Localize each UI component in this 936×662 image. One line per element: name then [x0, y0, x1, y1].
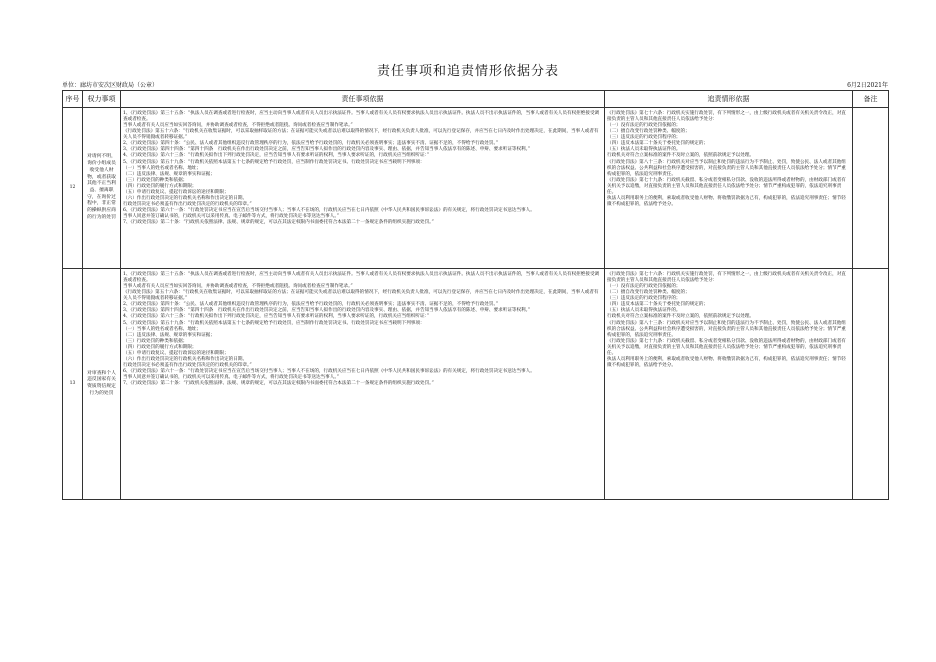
provision-line: （二）违反法律、法规、规章的事实和证据； — [123, 332, 215, 338]
provision-line: （五）申请行政复议、提起行政诉讼的途径和期限； — [123, 189, 229, 195]
row-accountability-basis — [605, 108, 853, 269]
row-responsibility-basis — [121, 269, 605, 500]
provision-line: 行政处罚决定书必须盖有作出行政处罚决定的行政机关的印章。” — [123, 362, 252, 368]
provision-line: 3、《行政处罚法》第四十四条：“第四十四条 行政机关在作出行政处罚决定之前，应当告知当事人拟作出的行政处罚内容及事实、理由、依据，并告知当事人依法享有的陈述、申辩、要求听证等权利。” — [123, 308, 531, 314]
header-basis: 责任事项依据 — [121, 91, 605, 108]
provision-line: 执法人员利用职务上的便利，索取或者收受他人财物、将收缴罚款据为己有，构成犯罪的，依法追究刑事责任；情节轻微不构成犯罪的，依法给予处分。 — [607, 195, 846, 207]
provision-line: （六）作出行政处罚决定的行政机关名称和作出决定的日期。 — [123, 356, 248, 362]
provision-line: （三）行政处罚的种类和依据； — [123, 177, 188, 183]
provision-line: （六）作出行政处罚决定的行政机关名称和作出决定的日期。 — [123, 195, 248, 201]
provision-line: 《行政处罚法》第五十六条：“行政机关在收集证据时，可以采取抽样取证的方法；在证据可能灭失或者以后难以取得的情况下，经行政机关负责人批准，可以先行登记保存，并应当在七日内及时作出处理决定，在此期间，当事人或者有关人员不得销毁或者转移证据。” — [123, 290, 599, 302]
provision-line: 当事人或者有关人员应当如实回答询问，并协助调查或者检查，不得拒绝或者阻挠。询问或者检查应当制作笔录。” — [123, 284, 353, 290]
header-pursue: 追责情形依据 — [605, 91, 853, 108]
provision-line: （五）执法人员未取得执法证件的。 — [607, 308, 681, 314]
row-power-item: 对请何不明，询价小组成员收受他人财物，或者获取其他不正当利益、擅离职守，在询价过程中，非正常的操纵供应商的行为的处罚 — [83, 108, 121, 269]
provision-line: 行政机关对符合立案标准的案件不及时立案的，依照前款规定予以处理。 — [607, 153, 755, 159]
provision-line: 《行政处罚法》第七十六条：行政机关实施行政处罚，有下列情形之一，由上级行政机关或者有关机关责令改正，对直接负责的主管人员和其他直接责任人员依法给予处分： — [607, 272, 846, 284]
provision-line: （五）申请行政复议、提起行政诉讼的途径和期限； — [123, 350, 229, 356]
table-header-row — [63, 91, 889, 108]
provision-line: （一）当事人的姓名或者名称、地址； — [123, 165, 202, 171]
provision-line: 《行政处罚法》第八十三条：行政机关对应当予以制止和处罚的违法行为不予制止、处罚，致使公民、法人或者其他组织的合法权益、公共利益和社会秩序遭受损害的，对直接负责的主管人员和其他直接责任人员依法给予处分；情节严重构成犯罪的，依法追究刑事责任。 — [607, 159, 846, 177]
provision-line: 6、《行政处罚法》第六十一条：“行政处罚决定书应当在宣告后当场交付当事人；当事人不在场的，行政机关应当在七日内依照《中华人民共和国民事诉讼法》的有关规定，将行政处罚决定书送达当事人。 — [123, 369, 535, 374]
header-item: 权力事项 — [83, 91, 121, 108]
provision-line: （二）擅自改变行政处罚种类、幅度的； — [607, 290, 690, 296]
provision-line: 7、《行政处罚法》第二十条：“行政机关依照法律、法规、规章的规定，可以在其法定权限内书面委托符合本法第二十一条规定条件的组织实施行政处罚。” — [123, 381, 434, 387]
provision-line: 当事人同意并签订确认书的，行政机关可以采用传真、电子邮件等方式，将行政处罚决定书等送达当事人。” — [123, 375, 339, 381]
provision-line: 6、《行政处罚法》第六十一条：“行政处罚决定书应当在宣告后当场交付当事人；当事人不在场的，行政机关应当在七日内依照《中华人民共和国民事诉讼法》的有关规定，将行政处罚决定书送达当事人。 — [123, 208, 535, 213]
table-row — [63, 269, 889, 500]
provision-line: 《行政处罚法》第五十六条：“行政机关在收集证据时，可以采取抽样取证的方法；在证据可能灭失或者以后难以取得的情况下，经行政机关负责人批准，可以先行登记保存，并应当在七日内及时作出处理决定，在此期间，当事人或者有关人员不得销毁或者转移证据。” — [123, 129, 599, 141]
row-power-item: 对审查和个人违反国家有关资质资信规定行为的处罚 — [83, 269, 121, 500]
provision-line: 2、《行政处罚法》第四十条：“公民、法人或者其他组织违反行政管理秩序的行为，依法应当给予行政处罚的，行政机关必须查明事实；违法事实不清、证据不足的，不得给予行政处罚。” — [123, 141, 499, 147]
provision-line: 2、《行政处罚法》第四十条：“公民、法人或者其他组织违反行政管理秩序的行为，依法应当给予行政处罚的，行政机关必须查明事实；违法事实不清、证据不足的，不得给予行政处罚。” — [123, 302, 499, 308]
provision-line: （三）违反法定的行政处罚程序的； — [607, 296, 681, 302]
provision-line: 3、《行政处罚法》第四十四条：“第四十四条 行政机关在作出行政处罚决定之前，应当告知当事人拟作出的行政处罚内容及事实、理由、依据，并告知当事人依法享有的陈述、申辩、要求听证等权利。” — [123, 147, 531, 153]
provision-line: （三）行政处罚的种类和依据； — [123, 338, 188, 344]
row-remark — [853, 269, 889, 500]
unit-label: 单位：廊坊市安次区财政局（公章） — [62, 82, 159, 89]
provision-line: 4、《行政处罚法》第六十三条：“行政机关拟作出下列行政处罚决定，应当告知当事人有要求听证的权利，当事人要求听证的，行政机关应当组织听证：” — [123, 153, 430, 159]
row-seq: 12 — [63, 108, 83, 269]
table-row — [63, 108, 889, 269]
provision-line: 5、《行政处罚法》第五十九条：“行政机关依照本法第五十七条的规定给予行政处罚，应当制作行政处罚决定书。行政处罚决定书应当载明下列事项： — [123, 320, 425, 326]
provision-line: 行政处罚决定书必须盖有作出行政处罚决定的行政机关的印章。” — [123, 201, 252, 207]
provision-line: 当事人或者有关人员应当如实回答询问，并协助调查或者检查，不得拒绝或者阻挠。询问或者检查应当制作笔录。” — [123, 123, 353, 129]
page-title: 责任事项和追责情形依据分表 — [376, 64, 559, 79]
provision-line: 1、《行政处罚法》第三十五条：“执法人员在调查或者进行检查时，应当主动向当事人或者有关人员出示执法证件。当事人或者有关人员有权要求执法人员出示执法证件。执法人员不出示执法证件的，当事人或者有关人员有权拒绝接受调查或者检查。 — [123, 111, 600, 123]
provision-line: 执法人员利用职务上的便利，索取或者收受他人财物、将收缴罚款据为己有，构成犯罪的，依法追究刑事责任；情节轻微不构成犯罪的，依法给予处分。 — [607, 356, 846, 368]
row-seq: 13 — [63, 269, 83, 500]
header-remark: 备注 — [853, 91, 889, 108]
provision-line: （二）违反法律、法规、规章的事实和证据； — [123, 171, 215, 177]
provision-line: 行政机关对符合立案标准的案件不及时立案的，依照前款规定予以处理。 — [607, 314, 755, 320]
provision-line: 1、《行政处罚法》第三十五条：“执法人员在调查或者进行检查时，应当主动向当事人或者有关人员出示执法证件。当事人或者有关人员有权要求执法人员出示执法证件。执法人员不出示执法证件的，当事人或者有关人员有权拒绝接受调查或者检查。 — [123, 272, 600, 284]
document-meta — [62, 80, 888, 90]
row-remark — [853, 108, 889, 269]
provision-line: （四）违反本法第二十条关于委托处罚的规定的； — [607, 141, 709, 147]
provision-line: 4、《行政处罚法》第六十三条：“行政机关拟作出下列行政处罚决定，应当告知当事人有要求听证的权利，当事人要求听证的，行政机关应当组织听证：” — [123, 314, 430, 320]
header-seq: 序号 — [63, 91, 83, 108]
provision-line: （四）行政处罚的履行方式和期限； — [123, 344, 197, 350]
provision-line: （四）行政处罚的履行方式和期限； — [123, 183, 197, 189]
provision-line: 《行政处罚法》第七十九条：行政机关截留、私分或者变相私分罚款、没收的违法所得或者财物的，由财政部门或者有关机关予以追缴，对直接负责的主管人员和其他直接责任人员依法给予处分；情节严重构成犯罪的，依法追究刑事责任。 — [607, 338, 846, 356]
provision-line: 5、《行政处罚法》第五十九条：“行政机关依照本法第五十七条的规定给予行政处罚，应当制作行政处罚决定书。行政处罚决定书应当载明下列事项： — [123, 159, 425, 165]
date-label: 6月2日2021年 — [847, 82, 888, 89]
provision-line: 《行政处罚法》第七十六条：行政机关实施行政处罚，有下列情形之一，由上级行政机关或者有关机关责令改正，对直接负责的主管人员和其他直接责任人员依法给予处分： — [607, 111, 846, 123]
provision-line: 7、《行政处罚法》第二十条：“行政机关依照法律、法规、规章的规定，可以在其法定权限内书面委托符合本法第二十一条规定条件的组织实施行政处罚。” — [123, 220, 434, 226]
provision-line: （五）执法人员未取得执法证件的。 — [607, 147, 681, 153]
provision-line: 《行政处罚法》第七十九条：行政机关截留、私分或者变相私分罚款、没收的违法所得或者财物的，由财政部门或者有关机关予以追缴，对直接负责的主管人员和其他直接责任人员依法给予处分；情节严重构成犯罪的，依法追究刑事责任。 — [607, 177, 846, 195]
provision-line: （三）违反法定的行政处罚程序的； — [607, 135, 681, 141]
provision-line: 《行政处罚法》第八十三条：行政机关对应当予以制止和处罚的违法行为不予制止、处罚，致使公民、法人或者其他组织的合法权益、公共利益和社会秩序遭受损害的，对直接负责的主管人员和其他直接责任人员依法给予处分；情节严重构成犯罪的，依法追究刑事责任。 — [607, 320, 846, 338]
responsibility-table — [62, 90, 889, 500]
provision-line: （四）违反本法第二十条关于委托处罚的规定的； — [607, 302, 709, 308]
provision-line: （二）擅自改变行政处罚种类、幅度的； — [607, 129, 690, 135]
provision-line: 当事人同意并签订确认书的，行政机关可以采用传真、电子邮件等方式，将行政处罚决定书等送达当事人。” — [123, 214, 339, 220]
provision-line: （一）没有法定的行政处罚依据的； — [607, 123, 681, 129]
row-responsibility-basis — [121, 108, 605, 269]
provision-line: （一）没有法定的行政处罚依据的； — [607, 284, 681, 290]
provision-line: （一）当事人的姓名或者名称、地址； — [123, 326, 202, 332]
row-accountability-basis — [605, 269, 853, 500]
